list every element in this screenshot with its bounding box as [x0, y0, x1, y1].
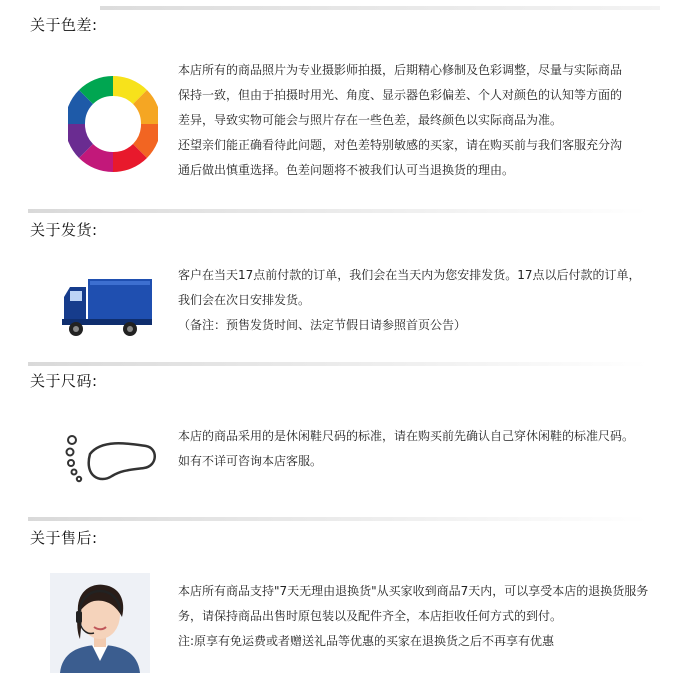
customer-service-agent-icon	[50, 573, 150, 673]
after-sales-section	[0, 515, 680, 680]
text-line: 务，请保持商品出售时原包装以及配件齐全，本店拒收任何方式的到付。	[178, 609, 563, 623]
shipping-heading: 关于发货:	[30, 221, 98, 239]
footprint-icon	[62, 426, 162, 486]
section-divider	[100, 6, 660, 10]
text-line: （备注：预售发货时间、法定节假日请参照首页公告）	[178, 318, 467, 332]
size-text	[178, 424, 658, 474]
text-line: 本店所有的商品照片为专业摄影师拍摄，后期精心修制及色彩调整，尽量与实际商品	[178, 63, 623, 77]
shipping-text	[178, 263, 658, 338]
size-heading: 关于尺码:	[30, 372, 98, 390]
text-line: 差异，导致实物可能会与照片存在一些色差，最终颜色以实际商品为准。	[178, 113, 563, 127]
text-line: 本店所有商品支持"7天无理由退换货"从买家收到商品7天内，可以享受本店的退换货服务	[178, 584, 649, 598]
text-line: 本店的商品采用的是休闲鞋尺码的标准，请在购买前先确认自己穿休闲鞋的标准尺码。	[178, 429, 635, 443]
color-diff-text	[178, 58, 658, 183]
color-diff-heading: 关于色差:	[30, 16, 98, 34]
text-line: 我们会在次日安排发货。	[178, 293, 311, 307]
section-divider	[28, 209, 648, 213]
text-line: 还望亲们能正确看待此问题，对色差特别敏感的买家，请在购买前与我们客服充分沟	[178, 138, 623, 152]
text-line: 客户在当天17点前付款的订单，我们会在当天内为您安排发货。17点以后付款的订单，	[178, 268, 641, 282]
text-line: 通后做出慎重选择。色差问题将不被我们认可当退换货的理由。	[178, 163, 515, 177]
size-section	[0, 360, 680, 515]
text-line: 注:原享有免运费或者赠送礼品等优惠的买家在退换货之后不再享有优惠	[178, 634, 555, 648]
delivery-truck-icon	[60, 273, 155, 343]
section-divider	[28, 517, 648, 521]
text-line: 如有不详可咨询本店客服。	[178, 454, 323, 468]
section-divider	[28, 362, 648, 366]
after-sales-text	[178, 579, 668, 654]
shipping-section	[0, 205, 680, 360]
text-line: 保持一致，但由于拍摄时用光、角度、显示器色彩偏差、个人对颜色的认知等方面的	[178, 88, 623, 102]
after-sales-heading: 关于售后:	[30, 529, 98, 547]
color-wheel-icon	[68, 72, 158, 177]
color-diff-section	[0, 0, 680, 205]
